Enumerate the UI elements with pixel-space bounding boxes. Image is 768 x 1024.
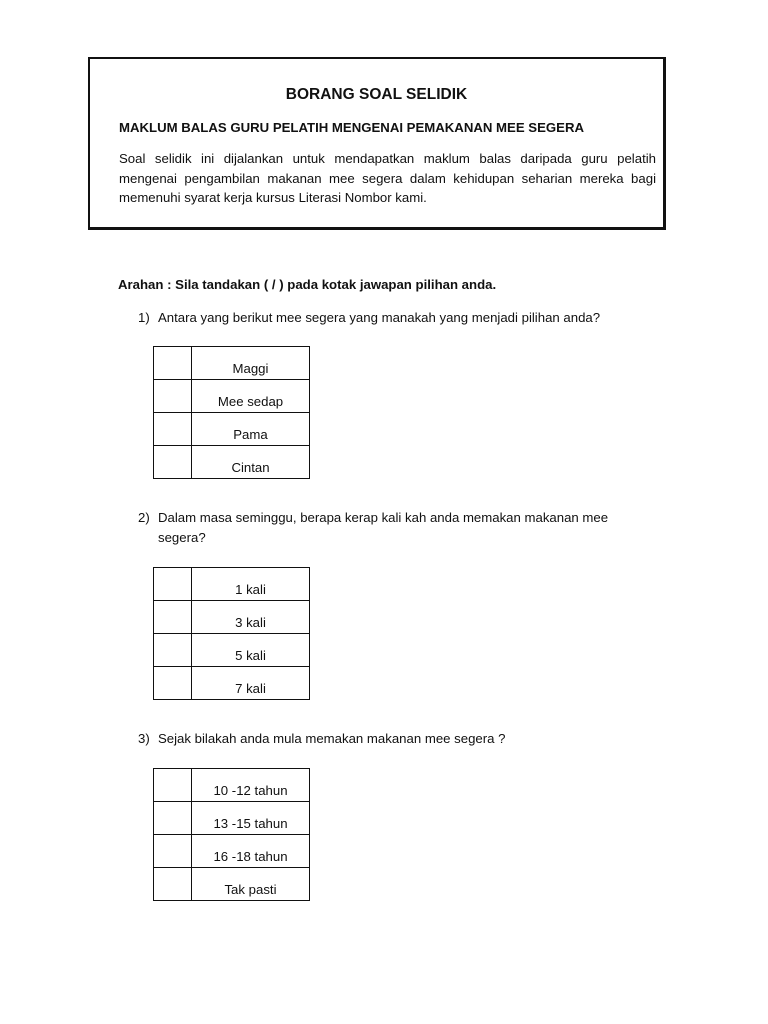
answer-checkbox[interactable] xyxy=(154,802,192,835)
option-label: 5 kali xyxy=(192,634,310,667)
option-row xyxy=(154,601,310,634)
option-row xyxy=(154,446,310,479)
question-text: Dalam masa seminggu, berapa kerap kali kah anda memakan makanan mee segera? xyxy=(158,510,609,545)
option-row xyxy=(154,347,310,380)
option-label: Tak pasti xyxy=(192,868,310,901)
option-row xyxy=(154,802,310,835)
answer-checkbox[interactable] xyxy=(154,835,192,868)
option-label: 10 -12 tahun xyxy=(192,769,310,802)
answer-checkbox[interactable] xyxy=(154,868,192,901)
answer-checkbox[interactable] xyxy=(154,667,192,700)
option-row xyxy=(154,380,310,413)
instruction: Arahan : Sila tandakan ( / ) pada kotak jawapan pilihan anda. xyxy=(118,277,497,292)
option-label: 1 kali xyxy=(192,568,310,601)
option-row xyxy=(154,868,310,901)
option-label: Maggi xyxy=(192,347,310,380)
option-label: 3 kali xyxy=(192,601,310,634)
option-label: Mee sedap xyxy=(192,380,310,413)
option-row xyxy=(154,769,310,802)
options-table-2 xyxy=(153,567,310,700)
answer-checkbox[interactable] xyxy=(154,446,192,479)
answer-checkbox[interactable] xyxy=(154,601,192,634)
form-subtitle: MAKLUM BALAS GURU PELATIH MENGENAI PEMAKANAN MEE SEGERA xyxy=(119,120,584,135)
form-title: BORANG SOAL SELIDIK xyxy=(285,86,468,103)
question-number: 3) xyxy=(138,731,150,746)
answer-checkbox[interactable] xyxy=(154,769,192,802)
option-row xyxy=(154,667,310,700)
option-row xyxy=(154,634,310,667)
option-label: 16 -18 tahun xyxy=(192,835,310,868)
option-label: Cintan xyxy=(192,446,310,479)
answer-checkbox[interactable] xyxy=(154,380,192,413)
question-number: 2) xyxy=(138,510,150,525)
question-text: Sejak bilakah anda mula memakan makanan mee segera ? xyxy=(158,731,506,746)
option-label: 7 kali xyxy=(192,667,310,700)
answer-checkbox[interactable] xyxy=(154,634,192,667)
answer-checkbox[interactable] xyxy=(154,347,192,380)
answer-checkbox[interactable] xyxy=(154,568,192,601)
option-label: Pama xyxy=(192,413,310,446)
question-text: Antara yang berikut mee segera yang manakah yang menjadi pilihan anda? xyxy=(158,310,601,325)
option-row xyxy=(154,413,310,446)
options-table-1 xyxy=(153,346,310,479)
form-header-box xyxy=(88,57,666,230)
question-number: 1) xyxy=(138,310,150,325)
form-intro: Soal selidik ini dijalankan untuk mendapatkan maklum balas daripada guru pelatih mengenai pengambilan makanan mee segera dalam kehidupan seharian mereka bagi memenuhi syarat kerja kursus Literasi Nombor kami. xyxy=(119,151,656,205)
options-table-3 xyxy=(153,768,310,901)
option-label: 13 -15 tahun xyxy=(192,802,310,835)
option-row xyxy=(154,568,310,601)
option-row xyxy=(154,835,310,868)
answer-checkbox[interactable] xyxy=(154,413,192,446)
